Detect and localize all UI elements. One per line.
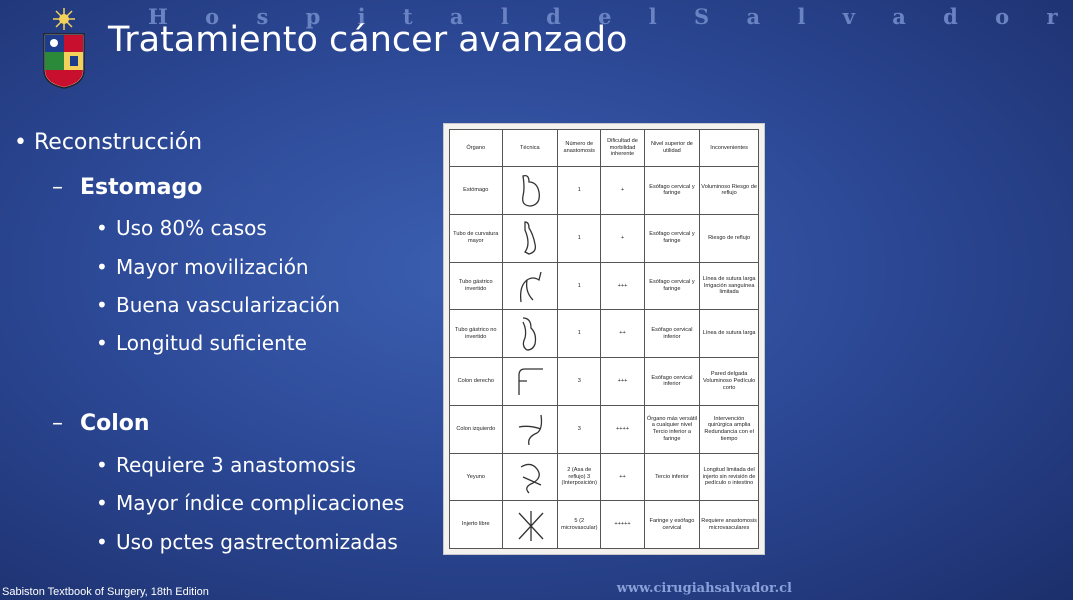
table-row: [450, 262, 759, 310]
table-cell-inconvenientes: Requiere anastomosis microvasculares: [700, 501, 759, 549]
list-item: • Mayor índice complicaciones: [96, 491, 405, 515]
stomach-sketch-icon: [511, 457, 549, 497]
table-cell-organo: Colon derecho: [450, 358, 503, 406]
table-cell-anastomosis: 1: [558, 262, 601, 310]
table-cell-tecnica: [502, 167, 558, 215]
table-cell-anastomosis: 1: [558, 310, 601, 358]
table-cell-anastomosis: 1: [558, 214, 601, 262]
table-cell-organo: Colon izquierdo: [450, 405, 503, 453]
table-row: [450, 310, 759, 358]
stomach-sketch-icon: [511, 361, 549, 401]
table-cell-tecnica: [502, 501, 558, 549]
table-cell-tecnica: [502, 214, 558, 262]
table-cell-organo: Tubo gástrico no invertido: [450, 310, 503, 358]
table-cell-tecnica: [502, 453, 558, 501]
table-cell-dificultad: +++: [601, 262, 644, 310]
table-row: [450, 358, 759, 406]
table-cell-nivel: Esófago cervical y faringe: [644, 262, 700, 310]
table-cell-anastomosis: 3: [558, 358, 601, 406]
table-cell-inconvenientes: Voluminoso Riesgo de reflujo: [700, 167, 759, 215]
hospital-crest-icon: [38, 6, 90, 90]
website-url: www.cirugiahsalvador.cl: [616, 581, 792, 596]
table-cell-nivel: Faringe y esófago cervical: [644, 501, 700, 549]
stomach-sketch-icon: [511, 218, 549, 258]
stomach-sketch-icon: [511, 314, 549, 354]
table-cell-nivel: Esófago cervical y faringe: [644, 214, 700, 262]
column-header: Técnica: [502, 130, 558, 167]
table-cell-organo: Estómago: [450, 167, 503, 215]
slide-title: Tratamiento cáncer avanzado: [108, 20, 628, 60]
stomach-sketch-icon: [511, 409, 549, 449]
table-cell-anastomosis: 1: [558, 167, 601, 215]
list-item: • Requiere 3 anastomosis: [96, 453, 356, 477]
table-cell-dificultad: +++: [601, 358, 644, 406]
table-cell-nivel: Órgano más versátil a cualquier nivel Tercio inferior a faringe: [644, 405, 700, 453]
table-cell-organo: Injerto libre: [450, 501, 503, 549]
table-cell-inconvenientes: Línea de sutura larga: [700, 310, 759, 358]
table-cell-nivel: Esófago cervical y faringe: [644, 167, 700, 215]
column-header: Inconvenientes: [700, 130, 759, 167]
column-header: Número de anastomosis: [558, 130, 601, 167]
table-row: [450, 167, 759, 215]
table-cell-organo: Yeyuno: [450, 453, 503, 501]
section-heading-estomago-label: Estomago: [80, 175, 203, 200]
section-heading-colon: – Colon: [52, 411, 150, 436]
table-cell-tecnica: [502, 358, 558, 406]
reference-table: [449, 129, 759, 549]
column-header: Órgano: [450, 130, 503, 167]
bullet-reconstruccion: • Reconstrucción: [14, 130, 203, 155]
table-cell-dificultad: +++++: [601, 501, 644, 549]
table-cell-tecnica: [502, 405, 558, 453]
reconstruction-reference-table: [443, 123, 765, 555]
stomach-sketch-icon: [511, 266, 549, 306]
list-item: • Mayor movilización: [96, 255, 309, 279]
section-heading-colon-label: Colon: [80, 411, 150, 436]
table-row: [450, 453, 759, 501]
table-cell-inconvenientes: Riesgo de reflujo: [700, 214, 759, 262]
table-cell-inconvenientes: Intervención quirúrgica amplia Redundancia con el tiempo: [700, 405, 759, 453]
table-cell-anastomosis: 5 (2 microvascular): [558, 501, 601, 549]
list-item: • Uso pctes gastrectomizadas: [96, 530, 398, 554]
table-cell-inconvenientes: Longitud limitada del injerto sin revisión de pedículo o intestino: [700, 453, 759, 501]
table-cell-nivel: Tercio inferior: [644, 453, 700, 501]
column-header: Nivel superior de utilidad: [644, 130, 700, 167]
table-cell-tecnica: [502, 262, 558, 310]
table-cell-dificultad: ++: [601, 310, 644, 358]
table-cell-tecnica: [502, 310, 558, 358]
list-item: • Uso 80% casos: [96, 216, 267, 240]
table-header-row: [450, 130, 759, 167]
list-item: • Buena vascularización: [96, 293, 340, 317]
source-citation: Sabiston Textbook of Surgery, 18th Edition: [2, 586, 209, 598]
table-row: [450, 501, 759, 549]
table-cell-dificultad: ++: [601, 453, 644, 501]
table-cell-dificultad: +: [601, 214, 644, 262]
table-cell-anastomosis: 3: [558, 405, 601, 453]
table-row: [450, 405, 759, 453]
table-cell-nivel: Esófago cervical inferior: [644, 358, 700, 406]
hospital-brand-banner: H o s p i t a l d e l S a l v a d o r: [148, 4, 1073, 29]
table-cell-organo: Tubo de curvatura mayor: [450, 214, 503, 262]
stomach-sketch-icon: [511, 170, 549, 210]
table-cell-dificultad: +: [601, 167, 644, 215]
table-cell-nivel: Esófago cervical inferior: [644, 310, 700, 358]
table-cell-organo: Tubo gástrico invertido: [450, 262, 503, 310]
bullet-reconstruccion-label: Reconstrucción: [34, 130, 203, 155]
table-cell-inconvenientes: Pared delgada Voluminoso Pedículo corto: [700, 358, 759, 406]
table-cell-inconvenientes: Línea de sutura larga Irrigación sanguínea limitada: [700, 262, 759, 310]
section-heading-estomago: – Estomago: [52, 175, 203, 200]
table-cell-anastomosis: 2 (Asa de reflujo) 3 (Interposición): [558, 453, 601, 501]
stomach-sketch-icon: [511, 505, 549, 545]
list-item: • Longitud suficiente: [96, 331, 307, 355]
table-row: [450, 214, 759, 262]
column-header: Dificultad de morbilidad inherente: [601, 130, 644, 167]
table-cell-dificultad: ++++: [601, 405, 644, 453]
